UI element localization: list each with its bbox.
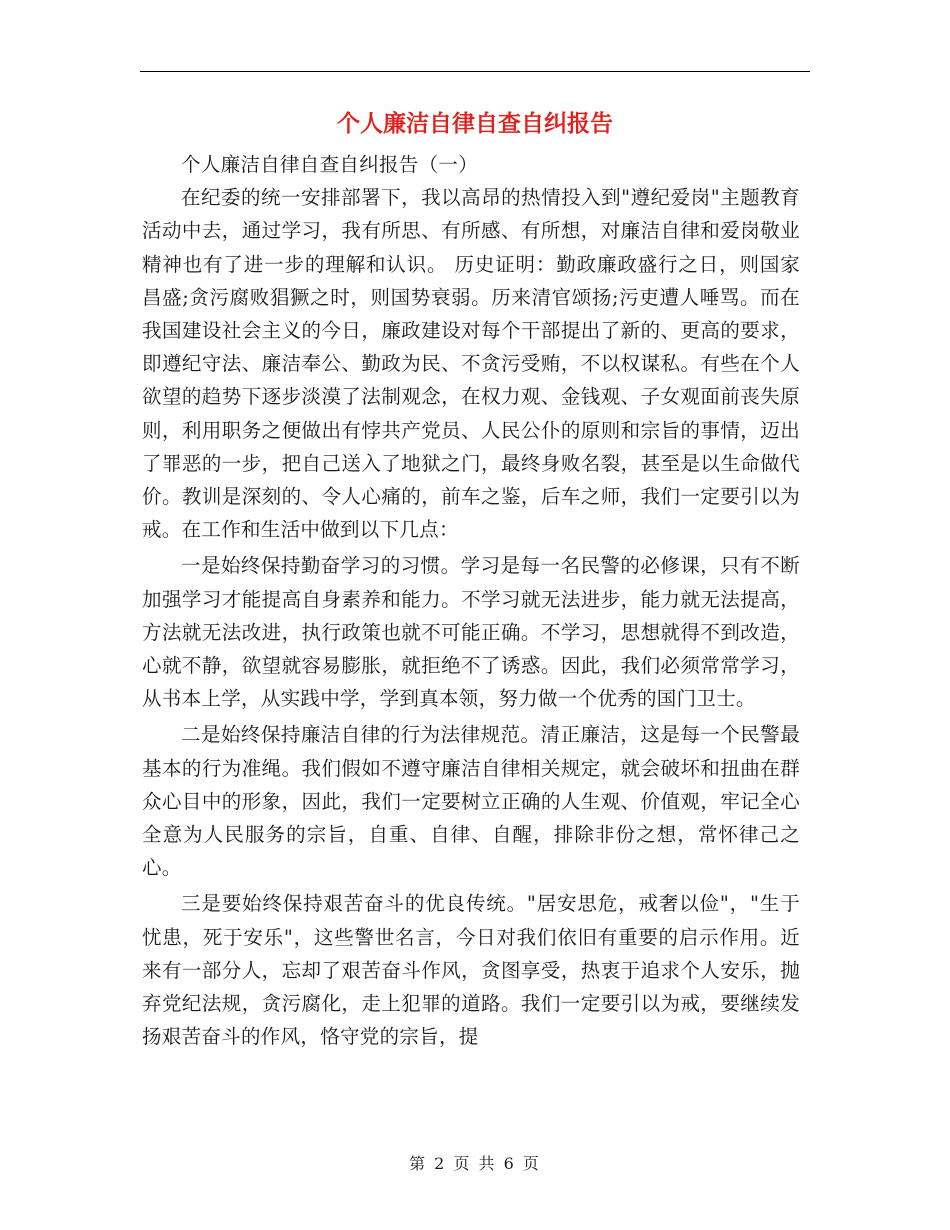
header-rule — [140, 71, 810, 72]
section-heading: 个人廉洁自律自查自纠报告（一） — [181, 153, 479, 176]
body-paragraph: 三是要始终保持艰苦奋斗的优良传统。"居安思危，戒奢以俭"，"生于忧患，死于安乐"，这些警世名言，今日对我们依旧有重要的启示作用。近来有一部分人，忘却了艰苦奋斗作风，贪图享受，热衷于追求个人安乐，抛弃党纪法规，贪污腐化，走上犯罪的道路。我们一定要引以为戒，要继续发扬艰苦奋斗的作风，恪守党的宗旨，提 — [142, 892, 800, 1049]
document-title: 个人廉洁自律自查自纠报告 — [337, 111, 613, 137]
body-paragraph: 二是始终保持廉洁自律的行为法律规范。清正廉洁，这是每一个民警最基本的行为准绳。我们假如不遵守廉洁自律相关规定，就会破坏和扭曲在群众心目中的形象，因此，我们一定要树立正确的人生观、价值观，牢记全心全意为人民服务的宗旨，自重、自律、自醒，排除非份之想，常怀律己之心。 — [142, 723, 800, 880]
body-paragraph: 一是始终保持勤奋学习的习惯。学习是每一名民警的必修课，只有不断加强学习才能提高自身素养和能力。不学习就无法进步，能力就无法提高，方法就无法改进，执行政策也就不可能正确。不学习，思想就得不到改造，心就不静，欲望就容易膨胀，就拒绝不了诱惑。因此，我们必须常常学习，从书本上学，从实践中学，学到真本领，努力做一个优秀的国门卫士。 — [142, 554, 800, 711]
document-body — [142, 148, 800, 1053]
body-paragraph: 在纪委的统一安排部署下，我以高昂的热情投入到"遵纪爱岗"主题教育活动中去，通过学习，我有所思、有所感、有所想，对廉洁自律和爱岗敬业精神也有了进一步的理解和认识。 历史证明：勤政廉政盛行之日，则国家昌盛;贪污腐败猖獗之时，则国势衰弱。历来清官颂扬;污吏遭人唾骂。而在我国建设社会主义的今日，廉政建设对每个干部提出了新的、更高的要求，即遵纪守法、廉洁奉公、勤政为民、不贪污受贿，不以权谋私。有些在个人欲望的趋势下逐步淡漠了法制观念，在权力观、金钱观、子女观面前丧失原则，利用职务之便做出有悖共产党员、人民公仆的原则和宗旨的事情，迈出了罪恶的一步，把自己送入了地狱之门，最终身败名裂，甚至是以生命做代价。教训是深刻的、令人心痛的，前车之鉴，后车之师，我们一定要引以为戒。在工作和生活中做到以下几点： — [142, 186, 800, 542]
page-number-footer: 第 2 页 共 6 页 — [409, 1154, 541, 1173]
